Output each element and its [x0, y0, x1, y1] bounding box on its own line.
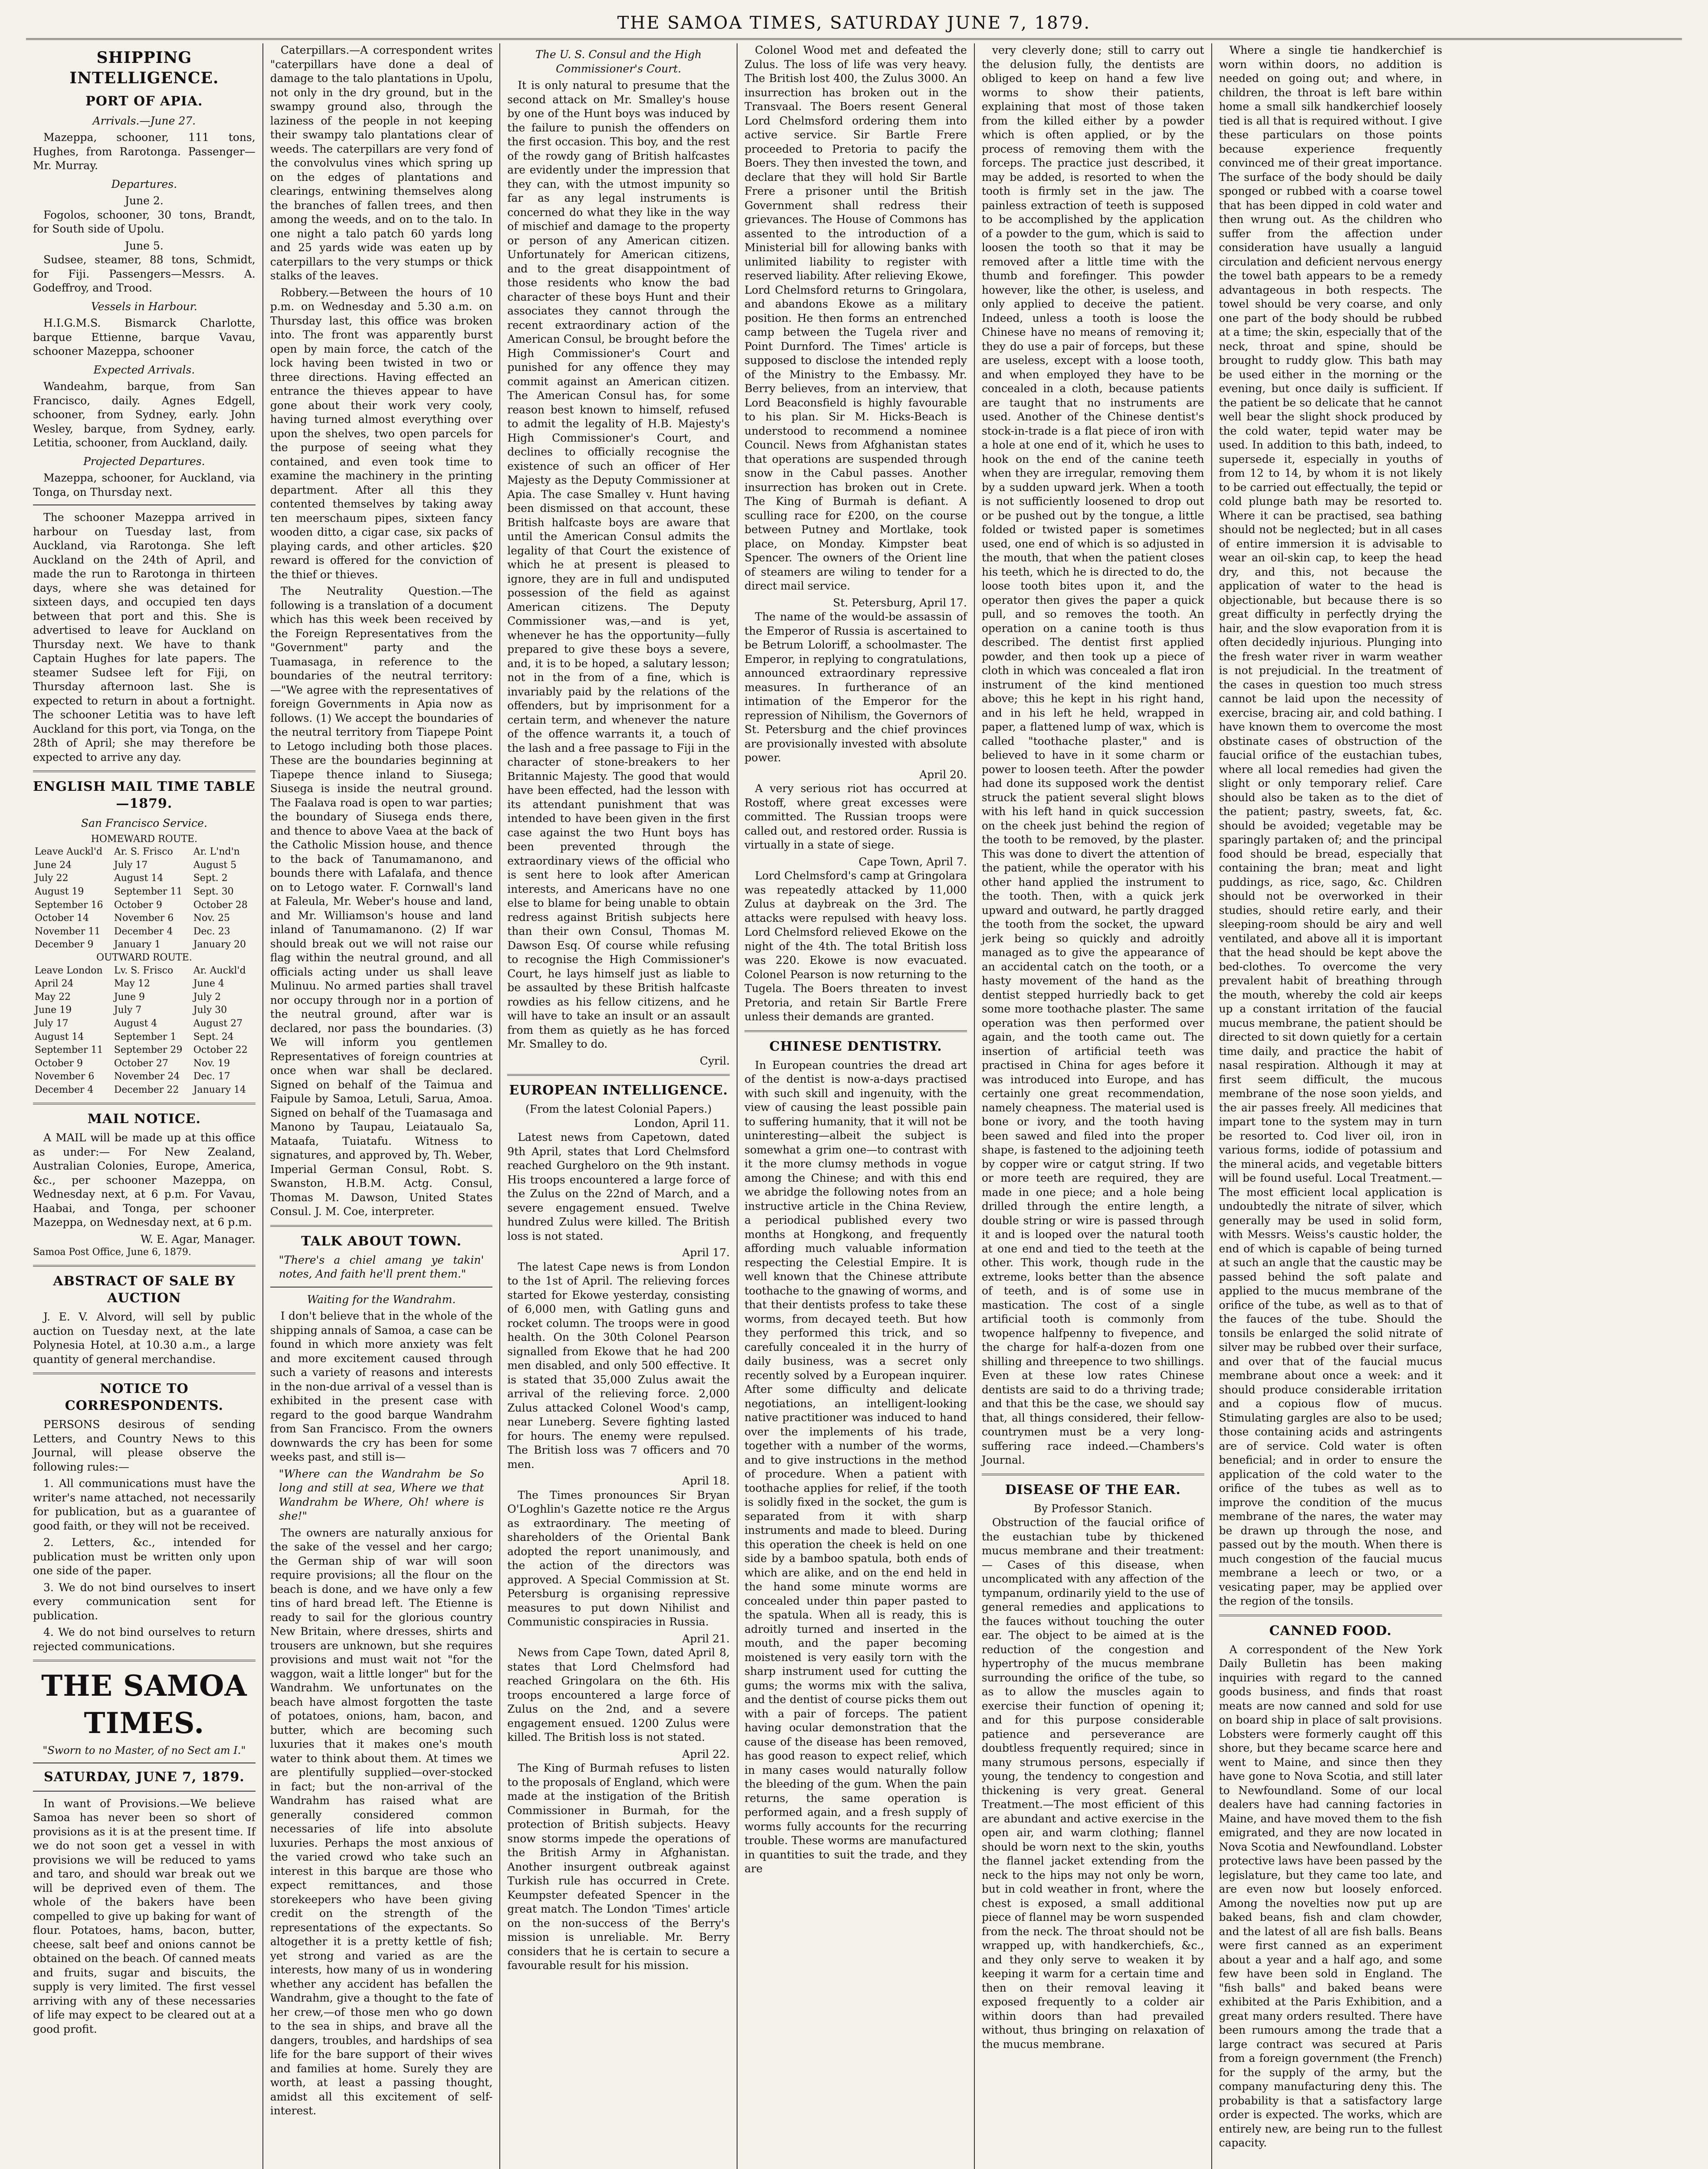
table-cell: July 2	[193, 991, 221, 1003]
correspondents-rule-1: 1. All communications must have the writer's name attached, not necessarily for publication, but as a guarantee of good faith, or they will not be received.	[33, 1477, 256, 1532]
table-cell: August 5	[193, 859, 237, 871]
euro-source: (From the latest Colonial Papers.)	[525, 1103, 712, 1115]
news-continued: Colonel Wood met and defeated the Zulus. The loss of life was very heavy. The British lost 400, the Zulus 3000. An insurrection has broken out in the Transvaal. The Boers resent General Lord Chelmsford ordering them into active service. Sir Bartle Frere proceeded to Pretoria to pacify the Boers. They then invested the town, and declare that they will hold Sir Bartle Frere a prisoner until the British Government shall redress their grievances. The House of Commons has assented to the introduction of a Ministerial bill for allowing banks with unlimited liability to register with reserved liability. After relieving Ekowe, Lord Chelmsford returns to Gringolara, and abandons Ekowe as a military position. He then forms an entrenched camp between the Tugela river and Point Durnford. The Times' article is supposed to disclose the intended reply of the Ministry to the Embassy. Mr. Berry believes, from an interview, that Lord Beaconsfield is highly favourable to his plan. Sir M. Hicks-Beach is understood to recommend a nominee Council. News from Afghanistan states that operations are suspended through snow in the Cabul passes. Another insurrection has broken out in Crete. The King of Burmah is defiant. A sculling race for £200, on the course between Putney and Mortlake, took place, on Monday. Kimpster beat Spencer. The owners of the Orient line of steamers are wiling to tender for a direct mail service.	[744, 44, 967, 592]
column-3	[500, 43, 738, 2169]
table-cell: December 22	[114, 1084, 179, 1095]
homeward-table	[33, 845, 256, 952]
table-row	[33, 1084, 256, 1097]
dep2-date: June 5.	[125, 239, 164, 252]
dep2-text: Sudsee, steamer, 88 tons, Schmidt, for Fiji. Passengers—Messrs. A. Godeffroy, and Trood.	[33, 253, 256, 295]
table-cell: September 11	[35, 1045, 103, 1056]
dep1-date: June 2.	[125, 194, 164, 207]
table-cell: July 7	[114, 1005, 142, 1016]
projected-text: Mazeppa, schooner, for Auckland, via Tonga, on Thursday next.	[33, 472, 256, 498]
euro-news-2: The latest Cape news is from London to the 1st of April. The relieving forces started for Ekowe yesterday, consisting of 6,000 men, with Gatling guns and rocket column. The troops were in good health. On the 30th Colonel Pearson signalled from Ekowe that he had 200 men disabled, and only 500 effective. It is stated that 35,000 Zulus await the arrival of the relieving force. 2,000 Zulus attacked Colonel Wood's camp, near Luneberg. Severe fighting lasted for hours. The enemy were repulsed. The British loss was 7 officers and 70 men.	[507, 1260, 730, 1471]
projected-head: Projected Departures.	[83, 455, 205, 468]
vessels-head: Vessels in Harbour.	[91, 300, 197, 313]
canned-article: A correspondent of the New York Daily Bulletin has been making inquiries with regard to the canned goods business, and finds that roast meats are now canned and sold for use on board ship in place of salt provisions. Lobsters were formerly caught off this shore, but they became scarce here and went to Maine, and since then they have gone to Nova Scotia, and still later to Newfoundland. Some of our local dealers have had canning factories in Maine, and have moved them to the fish emigrated, and they are now located in Nova Scotia and Newfoundland. Lobster protective laws have been passed by the legislature, but they came too late, and are even now but loosely enforced. Among the novelties now put up are baked beans, fish and clam chowder, and the latest of all are fish balls. Beans were first canned as an experiment about a year and a half ago, and some few have been sold in England. The "fish balls" and baked beans were exhibited at the Paris Exhibition, and a great many orders resulted. There have been rumours among the trade that a large contract was secured at Paris from a foreign government (the French) for the supply of the army, but the company manufacturing deny this. The probability is that a satisfactory large order is expected. The works, which are entirely new, are being run to the fullest capacity.	[1219, 1643, 1442, 2149]
table-cell: December 4	[114, 926, 173, 937]
consul-sign: Cyril.	[700, 1054, 730, 1067]
correspondents-title: NOTICE TO CORRESPONDENTS.	[65, 1381, 223, 1414]
expected-head: Expected Arrivals.	[93, 363, 195, 376]
table-cell: Sept. 2	[193, 873, 228, 884]
table-header: Ar. L'nd'n	[193, 846, 240, 858]
table-cell: January 20	[193, 939, 246, 950]
newspaper-flag: THE SAMOA TIMES.	[41, 1669, 247, 1740]
running-head: THE SAMOA TIMES, SATURDAY JUNE 7, 1879.	[26, 8, 1682, 40]
table-cell: September 1	[114, 1031, 177, 1042]
waiting-verse: "Where can the Wandrahm be So long and still at sea, Where we that Wandrahm be Where, Oh! where is she!"	[279, 1467, 484, 1522]
table-cell: August 4	[114, 1018, 157, 1029]
column-2	[263, 43, 501, 2169]
correspondents-rule-2: 2. Letters, &c., intended for publication must be written only upon one side of the paper.	[33, 1536, 256, 1577]
table-cell: June 19	[35, 1005, 72, 1016]
column-5	[975, 43, 1212, 2169]
stp-date-2: April 20.	[919, 768, 967, 781]
table-cell: September 16	[35, 899, 103, 911]
table-row	[33, 912, 256, 925]
outward-table	[33, 964, 256, 1097]
euro-title: EUROPEAN INTELLIGENCE.	[509, 1083, 728, 1098]
dep1-text: Fogolos, schooner, 30 tons, Brandt, for South side of Upolu.	[33, 208, 256, 236]
consul-title: The U. S. Consul and the High Commissioner's Court.	[535, 48, 702, 75]
table-cell: November 24	[114, 1071, 180, 1082]
column-6	[1212, 43, 1449, 2169]
mail-service: San Francisco Service.	[81, 817, 207, 830]
ear-byline: By Professor Stanich.	[1033, 1502, 1152, 1515]
table-cell: Dec. 23	[193, 926, 230, 937]
issue-date: SATURDAY, JUNE 7, 1879.	[43, 1769, 245, 1785]
newspaper-motto: "Sworn to no Master, of no Sect am I."	[43, 1744, 246, 1756]
table-cell: October 9	[114, 899, 162, 911]
stp-news: The name of the would-be assassin of the Emperor of Russia is ascertained to be Betrum Loloriff, a schoolmaster. The Emperor, in replying to congratulations, announced extraordinary repressive measures. In furtherance of an intimation of the Emperor for the repression of Nihilism, the Governors of St. Petersburg and the chief provinces are provisionally invested with absolute power.	[744, 610, 967, 764]
table-cell: August 14	[35, 1031, 84, 1042]
dentistry-title: CHINESE DENTISTRY.	[769, 1039, 942, 1054]
table-row	[33, 1057, 256, 1071]
table-cell: November 11	[35, 926, 101, 937]
table-cell: January 1	[114, 939, 161, 950]
table-row	[33, 899, 256, 912]
table-cell: August 27	[193, 1018, 243, 1029]
talk-verse: "There's a chiel amang ye takin' notes, And faith he'll prent them."	[279, 1253, 484, 1280]
table-cell: Sept. 30	[193, 886, 234, 897]
waiting-text-2: The owners are naturally anxious for the sake of the vessel and her cargo; the German ship of war will soon require provisions; all the flour on the beach is done, and we have only a few tins of hard bread left. The Etienne is ready to sail for the glorious country New Britain, where dresses, shirts and trousers are unknown, but she requires provisions and must wait not "for the waggon, wait a little longer" but for the Wandrahm. We unfortunates on the beach have almost forgotten the taste of potatoes, onions, ham, bacon, and butter, which are becoming such luxuries that it makes one's mouth water to think about them. At times we are plentifully supplied—over-stocked in fact; but the non-arrival of the Wandrahm has raised what are generally considered common necessaries of life into absolute luxuries. Perhaps the most anxious of the varied crowd who take such an interest in this barque are those who expect remittances, and those storekeepers who have been giving credit on the strength of the representations of the expectants. So altogether it is a pretty kettle of fish; yet strong and varied as are the interests, how many of us in wondering whether any accident has befallen the Wandrahm, give a thought to the fate of her crew,—of those men who go down to the sea in ships, and brave all the dangers, troubles, and hardships of sea life for the bare support of their wives and families at home. Surely they are worth, at least a passing thought, amidst all this excitement of self-interest.	[270, 1526, 493, 2117]
euro-date-2: April 17.	[682, 1246, 730, 1259]
table-cell: December 9	[35, 939, 94, 950]
waiting-text: I don't believe that in the whole of the shipping annals of Samoa, a case can be found in which more anxiety was felt and more excitement caused through such a variety of reasons and interests in the non-due arrival of a vessel than is exhibited in the present case with regard to the good barque Wandrahm from San Francisco. From the owners downwards the cry has been for some weeks past, and still is—	[270, 1310, 493, 1463]
euro-date-3: April 18.	[682, 1474, 730, 1487]
correspondents-rule-3: 3. We do not bind ourselves to insert every communication sent for publication.	[33, 1581, 256, 1622]
table-cell: January 14	[193, 1084, 246, 1095]
homeward-label: HOMEWARD ROUTE.	[91, 833, 197, 845]
column-4	[738, 43, 975, 2169]
cape-date: Cape Town, April 7.	[859, 855, 967, 868]
shipping-notes: The schooner Mazeppa arrived in harbour on Tuesday last, from Auckland, via Rarotonga. She left Auckland on the 24th of April, and made the run to Rarotonga in thirteen days, where she was detained for sixteen days, and occupied ten days between that port and this. She is advertised to leave for Auckland on Thursday next. We have to thank Captain Hughes for late papers. The steamer Sudsee left for Fiji, on Thursday afternoon last. She is expected to return in about a fortnight. The schooner Letitia was to have left Auckland for this port, via Tonga, on the 28th of April; she may therefore be expected to arrive any day.	[33, 511, 256, 763]
table-row	[33, 1044, 256, 1057]
table-row	[33, 925, 256, 939]
arrivals-head: Arrivals.—June 27.	[92, 114, 196, 127]
waiting-head: Waiting for the Wandrahm.	[307, 1293, 456, 1306]
provisions-article: In want of Provisions.—We believe Samoa has never been so short of provisions as it is at the present time. If we do not soon get a vessel in with provisions we will be reduced to yams and taro, and should war break out we will be deprived even of them. The whole of the bakers have been compelled to give up baking for want of flour. Potatoes, hams, bacon, butter, cheese, salt beef and onions cannot be obtained on the beach. Of canned meats and fruits, sugar and biscuits, the supply is very limited. The first vessel arriving with any of these necessaries of life may expect to be cleared out at a good profit.	[33, 1797, 256, 2035]
cape-news: Lord Chelmsford's camp at Gringolara was repeatedly attacked by 11,000 Zulus at daybreak on the 3rd. The attacks were repulsed with heavy loss. Lord Chelmsford relieved Ekowe on the night of the 4th. The total British loss was 220. Ekowe is now evacuated. Colonel Pearson is now returning to the Tugela. The Boers threaten to invest Pretoria, and retain Sir Bartle Frere unless their demands are granted.	[744, 869, 967, 1023]
table-row	[33, 1070, 256, 1084]
table-cell: November 6	[114, 913, 174, 924]
table-row	[33, 1017, 256, 1031]
auction-body: J. E. V. Alvord, will sell by public auction on Tuesday next, at the late Polynesia Hotel, at 10.30 a.m., a large quantity of general merchandise.	[33, 1311, 256, 1366]
table-cell: July 30	[193, 1005, 227, 1016]
talk-title: TALK ABOUT TOWN.	[301, 1233, 462, 1249]
table-cell: Sept. 24	[193, 1031, 234, 1042]
departures-head: Departures.	[111, 177, 177, 190]
table-cell: October 22	[193, 1045, 248, 1056]
table-header: Ar. Auckl'd	[193, 965, 246, 976]
table-cell: July 17	[35, 1018, 69, 1029]
euro-news-1: Latest news from Capetown, dated 9th April, states that Lord Chelmsford reached Gurgheloro on the 9th instant. His troops encountered a large force of the Zulus on the 22nd of March, and a severe engagement ensued. Twelve hundred Zulus were killed. The British loss is not stated.	[507, 1131, 730, 1242]
euro-date-4: April 21.	[682, 1632, 730, 1645]
expected-text: Wandeahm, barque, from San Francisco, daily. Agnes Edgell, schooner, from Sydney, early. John Wesley, barque, from Sydney, early. Letitia, schooner, from Auckland, daily.	[33, 380, 256, 449]
table-cell: September 29	[114, 1045, 183, 1056]
table-header: Lv. S. Frisco	[114, 965, 174, 976]
euro-date-1: London, April 11.	[634, 1117, 730, 1130]
canned-title: CANNED FOOD.	[1269, 1623, 1392, 1638]
auction-title: ABSTRACT OF SALE BY AUCTION	[53, 1274, 236, 1306]
table-cell: August 14	[114, 873, 164, 884]
arrivals-text: Mazeppa, schooner, 111 tons, Hughes, from Rarotonga. Passenger—Mr. Murray.	[33, 131, 256, 172]
consul-article: It is only natural to presume that the second attack on Mr. Smalley's house by one of the Hunt boys was induced by the failure to punish the offenders on the first occasion. This boy, and the rest of the rowdy gang of British halfcastes are evidently under the impression that they can, with the utmost impunity so far as any legal instruments is concerned do what they like in the way of mischief and damage to the property or person of any American citizen. Unfortunately for American citizens, and to the great disappointment of those residents who know the bad character of these boys Hunt and their associates they cannot through the recent extraordinary action of the American Consul, be brought before the High Commissioner's Court and punished for any offence they may commit against an American citizen. The American Consul has, for some reason best known to himself, refused to admit the legality of H.B. Majesty's High Commissioner's Court, and declines to officially recognise the existence of such an officer of Her Majesty as the Deputy Commissioner at Apia. The case Smalley v. Hunt having been dismissed on that account, these British halfcaste boys are aware that until the American Consul admits the legality of that Court the existence of which he at present is pleased to ignore, they are in full and undisputed possession of the field as against American citizens. The Deputy Commissioner was,—and is yet, whenever he has the opportunity—fully prepared to give these boys a severe, and, it is to be hoped, a salutary lesson; not in the from of a fine, which is invariably paid by the relations of the offenders, but by imprisonment for a certain term, and whenever the nature of the offence warrants it, a touch of the lash and a free passage to Fiji in the character of stone-breakers to her Britannic Majesty. The good that would have been effected, had the lesson with its attendant punishment that was intended to have been given in the first case against the two Hunt boys has been prevented through the extraordinary views of the official who is sent here to look after American interests, and Americans have no one else to blame for being unable to obtain redress against British subjects here than their own Consul, Thomas M. Dawson Esq. Of course while refusing to recognise the High Commissioner's Court, he lays himself just as liable to be assaulted by these British halfcaste rowdies as his fellow citizens, and he will have to take an insult or an assault from them as quietly as he has forced Mr. Smalley to do.	[507, 79, 730, 1050]
columns	[26, 43, 1686, 2169]
table-cell: October 9	[35, 1058, 83, 1069]
euro-news-3: The Times pronounces Sir Bryan O'Loghlin's Gazette notice re the Argus as extraordinary. The meeting of shareholders of the Oriental Bank adopted the report unanimously, and the action of the directors was approved. A Special Commission at St. Petersburg is organising repressive measures to put down Nihilist and Communistic conspiracies in Russia.	[507, 1488, 730, 1628]
port-title: PORT OF APIA.	[85, 93, 203, 109]
euro-news-5: The King of Burmah refuses to listen to the proposals of England, which were made at the instigation of the British Commissioner in Burmah, for the protection of British subjects. Heavy snow storms impede the operations of the British Army in Afghanistan. Another insurgent outbreak against Turkish rule has occurred in Crete. Keumpster defeated Spencer in the great match. The London 'Times' article on the non-success of the Berry's mission is unreliable. Mr. Berry considers that he is certain to secure a favourable result for his mission.	[507, 1762, 730, 1972]
euro-date-5: April 22.	[682, 1747, 730, 1760]
dentistry-article-cont: very cleverly done; still to carry out the delusion fully, the dentists are obliged to keep on hand a few live worms to show their patients, explaining that most of those taken from the killed either by a powder which is often applied, or by the process of removing them with the forceps. The practice just described, it may be added, is resorted to when the tooth is firmly set in the jaw. The painless extraction of teeth is supposed to be accomplished by the application of a powder to the gum, which is said to loosen the tooth so that it may be removed after a little time with the thumb and forefinger. This powder however, like the other, is useless, and only applied to deceive the patient. Indeed, unless a tooth is loose the Chinese have no means of removing it; they do use a pair of forceps, but these are useless, except with a loose tooth, and when employed they have to be concealed in a cloth, because patients are taught that no instruments are used. Another of the Chinese dentist's stock-in-trade is a flat piece of iron with a hole at one end of it, which he uses to hook on the end of the canine teeth when they are irregular, removing them by a sudden upward jerk. When a tooth is not sufficiently loosened to drop out or be pushed out by the tongue, a little folded or twisted paper is sometimes used, one end of which is so adjusted in the mouth, that when the patient closes his teeth, which he is directed to do, the loose tooth bites upon it, and the operator then gives the paper a quick pull, and so removes the tooth. An operation on a canine tooth is thus described. The dentist first applied powder, and then took up a piece of cloth in which was concealed a flat iron instrument of the kind mentioned above; this he kept in his right hand, and in his left he held, wrapped in paper, a flattened lump of wax, which is called "toothache plaster," and is believed to have in it some charm or power to loosen teeth. After the powder had done its supposed work the dentist struck the patient several slight blows with his left hand in quick succession on the cheek just behind the region of the tooth to be removed, by the plaster. This was done to divert the attention of the patient, while the operator with his other hand applied the instrument to the tooth. Then, with a quick jerk upward and outward, he partly dragged the tooth from the socket, the upward jerk being so quickly and adroitly managed as to give the appearance of an accidental catch on the tooth, or a hasty movement of the hand as the dentist stepped hurriedly back to get some more toothache plaster. The same operation was then performed over again, and the tooth came out. The insertion of artificial teeth was practised in China for ages before it was introduced into Europe, and has certainly one great recommendation, namely cheapness. The material used is bone or ivory, and the tooth having been sawed and filed into the proper shape, is fastened to the adjoining teeth by copper wire or catgut string. If two or more teeth are required, they are made in one piece; and a hole being drilled through the entire length, a double string or wire is passed through it and is looped over the natural tooth at one end and tied to the teeth at the other. This work, though rude in the extreme, looks better than the absence of teeth, and is of some use in mastication. The cost of a single artificial tooth is commonly from twopence halfpenny to fivepence, and the charge for half-a-dozen from one shilling and threepence to two shillings. Even at these low rates Chinese dentists are said to do a thriving trade; and that this be the case, we should say that, all things considered, their fellow-countrymen must be a very long-suffering race indeed.—Chambers's Journal.	[981, 44, 1204, 1466]
table-cell: June 9	[114, 991, 145, 1003]
euro-news-4: News from Cape Town, dated April 8, states that Lord Chelmsford had reached Gringolara on the 6th. His troops encountered a large force of Zulus on the 2nd, and a severe engagement ensued. 1200 Zulus were killed. The British loss is not stated.	[507, 1646, 730, 1743]
table-cell: Nov. 25	[193, 913, 230, 924]
table-row	[33, 991, 256, 1004]
stp-news-2: A very serious riot has occurred at Rostoff, where great excesses were committed. The Russian troops were called out, and restored order. Russia is virtually in a state of siege.	[744, 782, 967, 851]
neutrality-article: The Neutrality Question.—The following is a translation of a document which has this week been received by the Foreign Representatives from the "Government" party and the Tuamasaga, in reference to the boundaries of the neutral territory:—"We agree with the representatives of foreign Governments in Apia now as follows. (1) We accept the boundaries of the neutral territory from Tiapepe Point to Letogo including both those places. These are the boundaries beginning at Tiapepe thence inland to Siusega; Siusega is inside the neutral ground. The Faalava road is open to war parties; the boundary of Siusega ends there, and thence to above Vaea at the back of the Catholic Mission house, and thence to the back of Tanumamanono, and bounds there with Lafalafa, and thence on to Letogo water. F. Cornwall's land at Faleula, Mr. Weber's house and land, and Mr. Williamson's house and land inland of Tanumamanono. (2) If war should break out we will not raise our flag within the neutral ground, and all officials acting under us shall leave Mulinuu. No armed parties shall travel nor occupy through nor in a portion of the neutral ground, after war is declared, nor pass the boundaries. (3) We will inform you gentlemen Representatives of foreign countries at once when war shall be declared. Signed on behalf of the Taimua and Faipule by Samoa, Letuli, Sarua, Amoa. Signed on behalf of the Tuamasaga and Manono by Taupau, Leiataualo Sa, Mataafa, Tuiatafu. Witness to signatures, and approved by, Th. Weber, Imperial German Consul, Robt. S. Swanston, H.B.M. Actg. Consul, Thomas M. Dawson, United States Consul. J. M. Coe, interpreter.	[270, 585, 493, 1218]
table-cell: July 17	[114, 859, 148, 871]
table-cell: October 28	[193, 899, 248, 911]
ear-title: DISEASE OF THE EAR.	[1005, 1482, 1181, 1497]
correspondents-rule-4: 4. We do not bind ourselves to return rejected communications.	[33, 1626, 256, 1653]
table-cell: November 6	[35, 1071, 95, 1082]
table-row	[33, 977, 256, 991]
table-cell: August 19	[35, 886, 84, 897]
mail-notice-title: MAIL NOTICE.	[87, 1111, 201, 1127]
table-cell: September 11	[114, 886, 183, 897]
dentistry-article: In European countries the dread art of the dentist is now-a-days practised with such skill and ingenuity, with the view of causing the least possible pain to suffering humanity, that it will not be uninteresting—albeit the subject is somewhat a grim one—to contrast with it the more clumsy methods in vogue among the Chinese; and with this end we abridge the following notes from an instructive article in the China Review, a periodical published every two months at Hongkong, and frequently affording much valuable information respecting the Celestial Empire. It is well known that the Chinese attribute toothache to the gnawing of worms, and that their dentists profess to take these worms, from decayed teeth. But how they performed this trick, and so carefully concealed it in the hurry of daily business, was a secret only recently solved by a European inquirer. After some difficulty and delicate negotiations, an intelligent-looking native practitioner was induced to hand over the implements of his trade, together with a number of the worms, and to give instructions in the method of procedure. When a patient with toothache applies for relief, if the tooth is solidly fixed in the socket, the gum is separated from it with sharp instruments and made to bleed. During this operation the cheek is held on one side by a bamboo spatula, both ends of which are alike, and on the end held in the hand some minute worms are concealed under thin paper pasted to the spatula. When all is ready, this is adroitly turned and inserted in the mouth, and the paper becoming moistened is very easily torn with the sharp instrument used for cutting the gums; the worms mix with the saliva, and the dentist of course picks them out with a pair of forceps. The patient having ocular demonstration that the cause of the disease has been removed, has good reason to expect relief, which in many cases would naturally follow the bleeding of the gum. When the pain returns, the same operation is performed again, and a fresh supply of worms fully accounts for the recurring trouble. These worms are manufactured in quantities to suit the trade, and they are	[744, 1058, 967, 1875]
table-row	[33, 1031, 256, 1044]
table-cell: July 22	[35, 873, 69, 884]
table-cell: December 4	[35, 1084, 94, 1095]
table-cell: June 24	[35, 859, 72, 871]
shipping-title: SHIPPING INTELLIGENCE.	[69, 49, 219, 87]
table-cell: October 27	[114, 1058, 168, 1069]
caterpillars-article: Caterpillars.—A correspondent writes "caterpillars have done a deal of damage to the talo plantations in Upolu, not only in the dry ground, but in the swampy ground also, through the laziness of the people in not keeping their swampy talo plantations clear of weeds. The caterpillars are very fond of the convolvulus vines which spring up on the edges of plantations and clearings, entwining themselves along the branches of fallen trees, and then among the weeds, and on to the talo. In one night a talo patch 60 yards long and 25 yards wide was eaten up by caterpillars to the very stumps or thick stalks of the leaves.	[270, 44, 493, 282]
table-header: Leave Auckl'd	[35, 846, 103, 858]
table-cell: Dec. 17	[193, 1071, 230, 1082]
table-cell: May 22	[35, 991, 71, 1003]
table-header: Ar. S. Frisco	[114, 846, 173, 858]
column-1	[26, 43, 263, 2169]
ear-article: Obstruction of the faucial orifice of the eustachian tube by thickened mucus membrane and their treatment:— Cases of this disease, when uncomplicated with any affection of the tympanum, ordinarily yield to the use of general remedies and applications to the fauces without touching the outer ear. The object to be aimed at is the reduction of the congestion and hypertrophy of the mucus membrane surrounding the orifice of the tube, so as to allow the muscles again to exercise their function of opening it; and for this purpose considerable patience and perseverance are doubtless frequently required; since in many strumous persons, especially if young, the tendency to congestion and thickening is very great. General Treatment.—The most efficient of this are abundant and active exercise in the open air, and warm clothing; flannel should be worn next to the skin, youths the flannel jacket extending from the neck to the hips may not only be worn, but in cold weather in front, where the chest is exposed, a small additional piece of flannel may be worn suspended from the neck. The throat should not be wrapped up, with handkerchiefs, &c., and they only serve to weaken it by keeping it warm for a certain time and then on their removal leaving it exposed frequently to a colder air within doors than had prevailed without, thus bringing on relaxation of the mucus membrane.	[981, 1516, 1204, 2051]
table-row	[33, 1004, 256, 1017]
mail-table-title: ENGLISH MAIL TIME TABLE—1879.	[33, 779, 256, 812]
table-cell: June 4	[193, 978, 224, 989]
table-cell: October 14	[35, 913, 89, 924]
correspondents-intro: PERSONS desirous of sending Letters, and Country News to this Journal, will please observe the following rules:—	[33, 1418, 256, 1473]
ear-article-cont: Where a single tie handkerchief is worn within doors, no addition is needed on going out; and where, in children, the throat is left bare within home a small silk handkerchief loosely tied is all that is required without. I give these particulars on those points because experience frequently convinced me of their great importance. The surface of the body should be daily sponged or rubbed with a coarse towel that has been dipped in cold water and then wrung out. As the children who suffer from the affection under consideration have usually a languid circulation and deficient nervous energy the towel bath appears to be a remedy advantageous in both respects. The towel should be very coarse, and only one part of the body should be rubbed at a time; the skin, especially that of the neck, throat and spine, should be brought to ruddy glow. This bath may be used either in the morning or the evening, but once daily is sufficient. If the patient be so delicate that he cannot well bear the slight shock produced by the cold water, tepid water may be used. In addition to this bath, indeed, to supersede it, especially in youths of from 12 to 14, by whom it is not likely to be carried out effectually, the tepid or cold plunge bath may be resorted to. Where it can be practised, sea bathing should not be neglected; but in all cases of entire immersion it is advisable to wear an oil-skin cap, to keep the head dry, and this, not because the application of water to the head is objectionable, but because there is so great difficulty in perfectly drying the hair, and the slow evaporation from it is often decidedly injurious. Plunging into the fresh water river in warm weather is not prejudicial. In the treatment of the cases in question too much stress cannot be laid upon the necessity of exercise, bracing air, and cold bathing. I have known them to overcome the most obstinate cases of obstruction of the faucial orifice of the eustachian tubes, where all local remedies had given the slight or only temporary relief. Care should also be taken as to the diet of the patient; pastry, sweets, fat, &c. should be avoided; vegetable may be sparingly partaken of; and the principal food should be bread, especially that containing the bran; meat and light puddings, as rice, sago, &c. Children should not be overworked in their studies, should retire early, and their sleeping-room should be airy and well ventilated, and above all it is important that the head should be kept above the bed-clothes. To overcome the very prevalent habit of breathing through the mouth, whereby the cold air keeps up a constant irritation of the faucial mucus membrane, the patient should be directed to sit down quietly for a certain time daily, and practice the habit of nasal respiration. Although it may at first seem difficult, the mucous membrane of the nose soon yields, and the air passes freely. All medicines that impart tone to the system may in turn be resorted to. Cod liver oil, iron in various forms, iodide of potassium and the mineral acids, and vegetable bitters will be found useful. Local Treatment.—The most efficient local application is undoubtedly the nitrate of silver, which generally may be used in solid form, with Messrs. Weiss's caustic holder, the end of which is capable of being turned at such an angle that the caustic may be passed behind the soft palate and applied to the mucus membrane of the orifice of the tube, as well as to that of the fauces of the tube. Should the tonsils be enlarged the solid nitrate of silver may be rubbed over their surface, and over that of the faucial mucus membrane about once a week: and it should produce considerable irritation and a copious flow of mucus. Stimulating gargles are also to be used; those containing acids and astringents are of service. Cold water is often beneficial; and in order to ensure the application of the cold water to the orifice of the tubes as well as to improve the condition of the mucus membrane of the nares, the water may be drawn up through the nose, and passed out by the mouth. When there is much congestion of the faucial mucus membrane a leech or two, or a vesicating paper, may be applied over the region of the tonsils.	[1219, 44, 1442, 1607]
robbery-article: Robbery.—Between the hours of 10 p.m. on Wednesday and 5.30 a.m. on Thursday last, this office was broken into. The front was apparently burst open by main force, the catch of the lock having been twisted in two or three directions. Having effected an entrance the thieves appear to have gone about their work very cooly, having turned almost everything over upon the shelves, two open parcels for the purpose of seeing what they contained, and even took time to examine the machinery in the printing department. After all this they contented themselves by taking away ten meerschaum pipes, sixteen fancy wooden ditto, a cigar case, six packs of playing cards, and other articles. $20 reward is offered for the conviction of the thief or thieves.	[270, 286, 493, 581]
table-row	[33, 872, 256, 885]
table-row	[33, 885, 256, 899]
table-cell: April 24	[35, 978, 74, 989]
table-row	[33, 938, 256, 952]
mail-notice-office: Samoa Post Office, June 6, 1879.	[33, 1247, 191, 1258]
table-row	[33, 859, 256, 872]
outward-label: OUTWARD ROUTE.	[96, 952, 192, 963]
table-cell: Nov. 19	[193, 1058, 230, 1069]
mail-notice-sign: W. E. Agar, Manager.	[140, 1232, 256, 1245]
mail-notice-body: A MAIL will be made up at this office as under:— For New Zealand, Australian Colonies, Europe, America, &c., per schooner Mazeppa, on Wednesday next, at 6 p.m. For Vavau, Haabai, and Tonga, per schooner Mazeppa, on Wednesday next, at 6 p.m.	[33, 1131, 256, 1229]
table-cell: May 12	[114, 978, 150, 989]
vessels-text: H.I.G.M.S. Bismarck Charlotte, barque Ettienne, barque Vavau, schooner Mazeppa, schooner	[33, 317, 256, 358]
stp-date: St. Petersburg, April 17.	[833, 596, 967, 609]
table-header: Leave London	[35, 965, 103, 976]
